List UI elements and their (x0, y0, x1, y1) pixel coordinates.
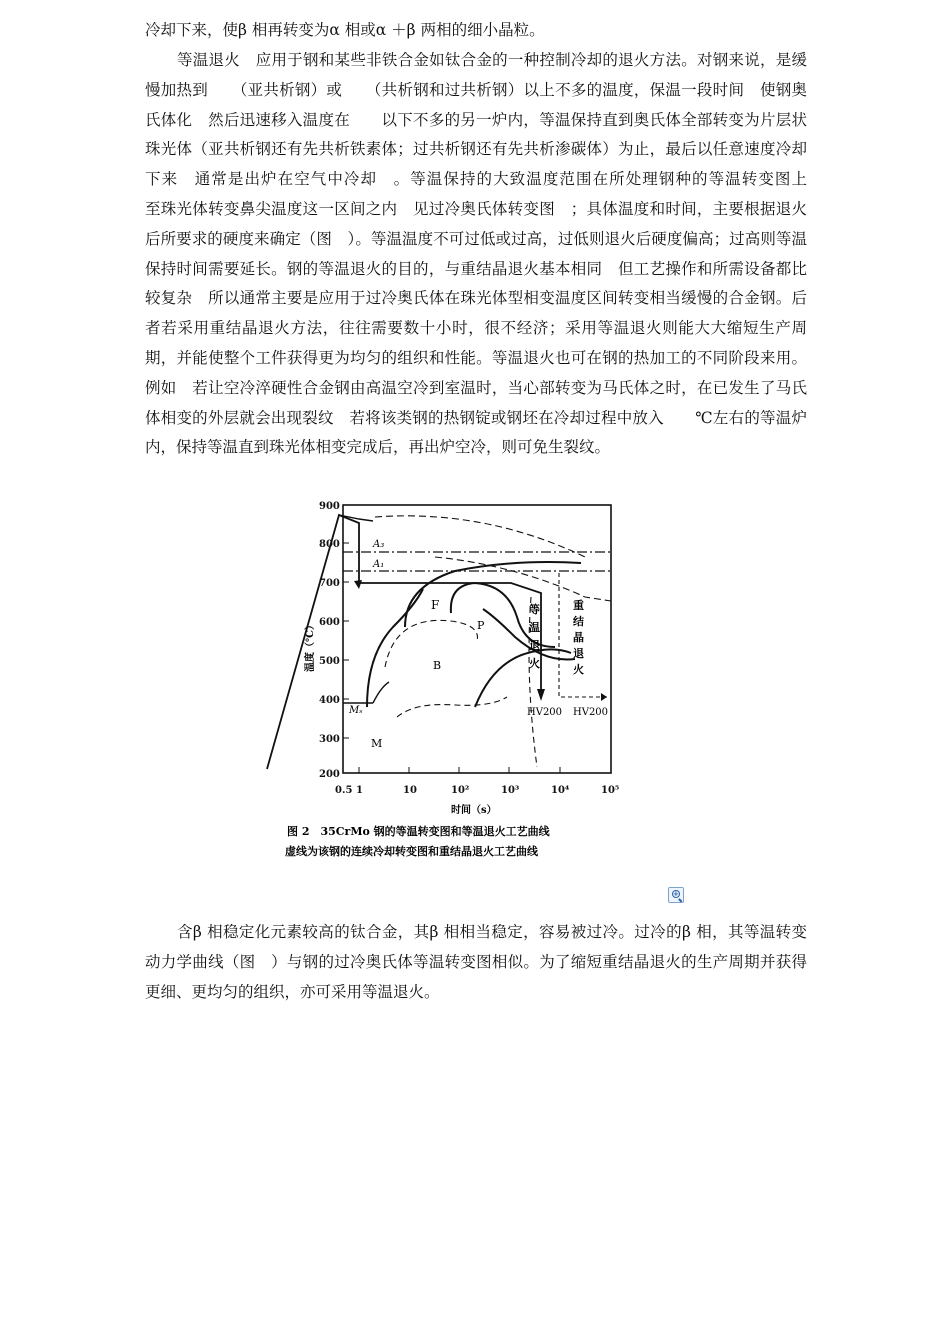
ttt-diagram-svg (255, 497, 655, 867)
plus-glyph: + (673, 890, 679, 898)
y-tick-label: 600 (319, 617, 340, 628)
svg-text:温: 温 (529, 621, 540, 634)
figure-35crmo-ttt-diagram (255, 497, 655, 867)
recrystallization-annealing-label (573, 598, 584, 676)
zoom-in-icon[interactable] (668, 887, 684, 903)
x-axis (335, 767, 619, 796)
hardness-label: HV200 (573, 707, 609, 718)
svg-text:退: 退 (529, 639, 540, 652)
figure-caption-line2: 虚线为该钢的连续冷却转变图和重结晶退火工艺曲线 (285, 845, 538, 858)
paragraph-isothermal-annealing: 等温退火 应用于钢和某些非铁合金如钛合金的一种控制冷却的退火方法。对钢来说，是缓慢加热到 （亚共析钢）或 （共析钢和过共析钢）以上不多的温度，保温一段时间 使钢奥氏体化 然后迅速移入温度在 以下不多的另一炉内，等温保持直到奥氏体全部转变为片层状珠光体（亚共析钢还有先共析铁素体；过共析钢还有先共析渗碳体）为止，最后以任意速度冷却下来 通常是出炉在空气中冷却 。等温保持的大致温度范围在所处理钢种的等温转变图上 至珠光体转变鼻尖温度这一区间之内 见过冷奥氏体转变图 ；具体温度和时间，主要根据退火后所要求的硬度来确定（图 ）。等温温度不可过低或过高，过低则退火后硬度偏高；过高则等温保持时间需要延长。钢的等温退火的目的，与重结晶退火基本相同 但工艺操作和所需设备都比较复杂 所以通常主要是应用于过冷奥氏体在珠光体型相变温度区间转变相当缓慢的合金钢。后者若采用重结晶退火方法，往往需要数十小时，很不经济；采用等温退火则能大大缩短生产周期，并能使整个工件获得更为均匀的组织和性能。等温退火也可在钢的热加工的不同阶段来用。例如 若让空冷淬硬性合金钢由高温空冷到室温时，当心部转变为马氏体之时，在已发生了马氏体相变的外层就会出现裂纹 若将该类钢的热钢锭或钢坯在冷却过程中放入 ℃左右的等温炉内，保持等温直到珠光体相变完成后，再出炉空冷，则可免生裂纹。 (145, 51, 839, 457)
y-tick-label: 300 (319, 734, 340, 745)
figure-caption-line1: 图 2 35CrMo 钢的等温转变图和等温退火工艺曲线 (287, 825, 550, 838)
paragraph-intro-fragment: 冷却下来，使β 相再转变为α 相或α ＋β 两相的细小晶粒。 (145, 21, 545, 39)
x-tick-label: 10⁴ (551, 785, 570, 796)
svg-text:重: 重 (573, 599, 584, 612)
arrow-head (601, 693, 607, 701)
svg-text:晶: 晶 (573, 631, 584, 644)
a3-label: A₃ (373, 539, 385, 550)
isothermal-annealing-label (529, 602, 540, 670)
region-label-p: P (477, 619, 485, 632)
ttt-start-curve (367, 589, 423, 707)
ms-curve (373, 682, 389, 703)
y-axis-label: 温度（℃） (305, 620, 316, 672)
hardness-label: HV200 (527, 707, 563, 718)
handle-shape (678, 898, 682, 902)
ccr-bottom (397, 697, 507, 717)
x-tick-label: 1 (356, 785, 363, 796)
paragraph-titanium-alloy: 含β 相稳定化元素较高的钛合金，其β 相相当稳定，容易被过冷。过冷的β 相，其等温转变动力学曲线（图 ）与钢的过冷奥氏体等温转变图相似。为了缩短重结晶退火的生产周期并获得更细、更均匀的组织，亦可采用等温退火。 (145, 923, 807, 1001)
region-label-b: B (433, 659, 442, 672)
svg-text:火: 火 (529, 657, 540, 670)
x-tick-label: 10⁵ (601, 785, 620, 796)
y-axis (319, 501, 349, 780)
svg-text:等: 等 (529, 603, 540, 616)
svg-text:结: 结 (573, 615, 584, 628)
svg-text:火: 火 (573, 663, 584, 676)
y-tick-label: 900 (319, 501, 340, 512)
ccr-curve-upper (375, 516, 585, 557)
arrow-head (537, 689, 545, 701)
arrow-head (354, 580, 362, 589)
x-axis-label: 时间（s） (451, 805, 497, 816)
a1-label: A₁ (373, 559, 385, 570)
y-tick-label: 700 (319, 578, 340, 589)
ccr-b-boundary (385, 620, 477, 667)
svg-text:退: 退 (573, 647, 584, 660)
x-tick-label: 10³ (501, 785, 520, 796)
x-tick-label: 10² (451, 785, 470, 796)
region-label-m: M (371, 737, 383, 750)
y-tick-label: 400 (319, 695, 340, 706)
x-tick-label: 0.5 (335, 785, 353, 796)
y-tick-label: 200 (319, 769, 340, 780)
y-tick-label: 500 (319, 656, 340, 667)
ms-label: Mₛ (349, 705, 363, 716)
region-label-f: F (431, 598, 440, 612)
y-tick-label: 800 (319, 539, 340, 550)
x-tick-label: 10 (403, 785, 417, 796)
